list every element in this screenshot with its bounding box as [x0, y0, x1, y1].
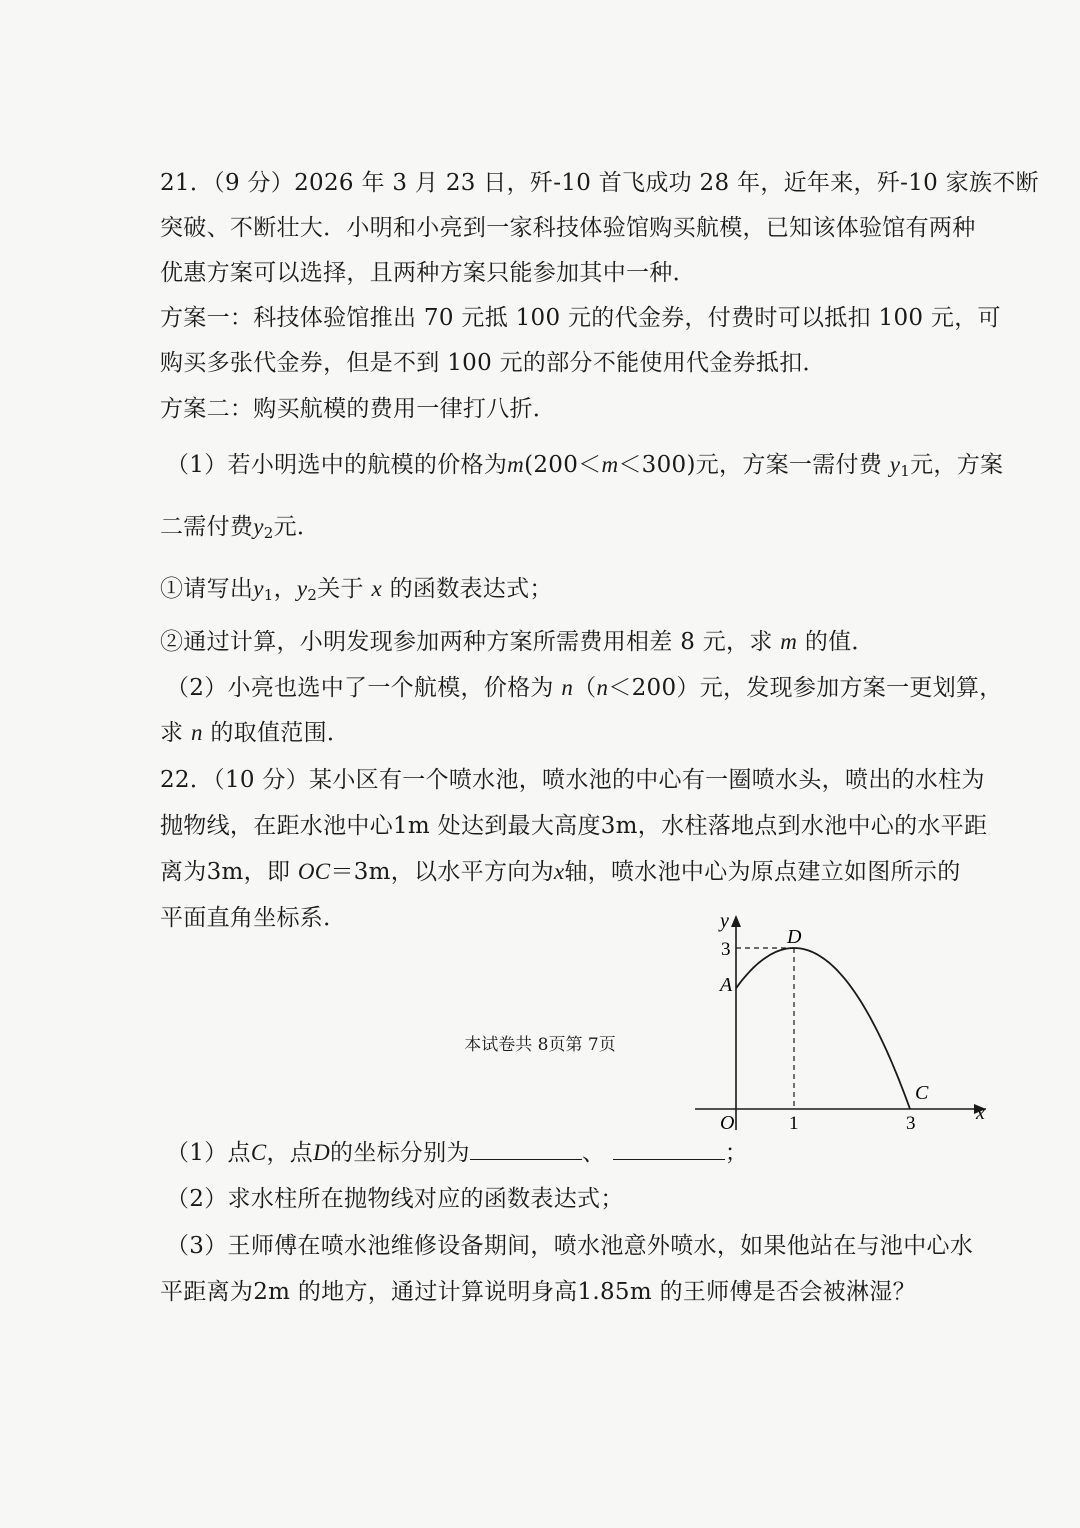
q21-intro-line-3: 优惠方案可以选择，且两种方案只能参加其中一种． [160, 260, 696, 286]
point-a-label: A [720, 974, 733, 996]
q22-line-4: 平面直角坐标系． [160, 905, 347, 931]
q21-intro-line-2: 突破、不断壮大．小明和小亮到一家科技体验馆购买航模，已知该体验馆有两种 [160, 215, 976, 241]
q21-sub1: ①请写出$y_1$，$y_2$关于 x 的函数表达式； [160, 576, 553, 604]
tick-x1: 1 [789, 1113, 799, 1134]
q21-part2-line-2: 求 n 的取值范围． [160, 720, 351, 746]
parabola-curve [736, 948, 910, 1109]
q22-line-1: 22．（10 分）某小区有一个喷水池，喷水池的中心有一圈喷水头，喷出的水柱为 [160, 767, 985, 793]
tick-x3: 3 [906, 1113, 916, 1134]
y-axis-arrow [731, 915, 741, 927]
q22-line-2: 抛物线，在距水池中心1m 处达到最大高度3m，水柱落地点到水池中心的水平距 [160, 813, 988, 839]
q21-part1-line-2: 二需付费$y_2$元． [160, 514, 321, 542]
q22-sub1: （1）点C，点D的坐标分别为 、 ； [166, 1137, 748, 1168]
q22-line-3: 离为3m，即 OC＝3m，以水平方向为x轴，喷水池中心为原点建立如图所示的 [160, 859, 961, 885]
origin-label: O [720, 1112, 735, 1134]
q21-sub2: ②通过计算，小明发现参加两种方案所需费用相差 8 元，求 m 的值． [160, 629, 875, 655]
q21-plan1-line-1: 方案一：科技体验馆推出 70 元抵 100 元的代金券，付费时可以抵扣 100 元，可 [160, 305, 1001, 331]
point-d-label: D [787, 926, 802, 948]
parabola-graph [690, 905, 1000, 1137]
point-c-label: C [915, 1082, 929, 1104]
page-footer: 本试卷共 8页第 7页 [464, 1035, 616, 1055]
q21-plan1-line-2: 购买多张代金券，但是不到 100 元的部分不能使用代金券抵扣． [160, 350, 826, 376]
y-axis-label: y [720, 910, 729, 932]
q21-intro-line-1: 21．（9 分）2026 年 3 月 23 日，歼-10 首飞成功 28 年，近年来，歼-10 家族不断 [160, 170, 1039, 196]
tick-y3: 3 [721, 939, 731, 960]
q21-part1-line-1: （1）若小明选中的航模的价格为m(200＜m＜300)元，方案一需付费 $y_1$元，方案 [166, 452, 1004, 480]
answer-blank-c[interactable] [470, 1137, 582, 1160]
x-axis-label: x [976, 1102, 985, 1124]
q22-sub3-line-1: （3）王师傅在喷水池维修设备期间，喷水池意外喷水，如果他站在与池中心水 [166, 1233, 974, 1259]
q21-plan2: 方案二：购买航模的费用一律打八折． [160, 396, 557, 422]
q21-part2-line-1: （2）小亮也选中了一个航模，价格为 n（n＜200）元，发现参加方案一更划算， [166, 675, 1003, 701]
q22-sub3-line-2: 平距离为2m 的地方，通过计算说明身高1.85m 的王师傅是否会被淋湿？ [160, 1279, 916, 1305]
q22-sub2: （2）求水柱所在抛物线对应的函数表达式； [166, 1186, 624, 1212]
answer-blank-d[interactable] [613, 1137, 725, 1160]
